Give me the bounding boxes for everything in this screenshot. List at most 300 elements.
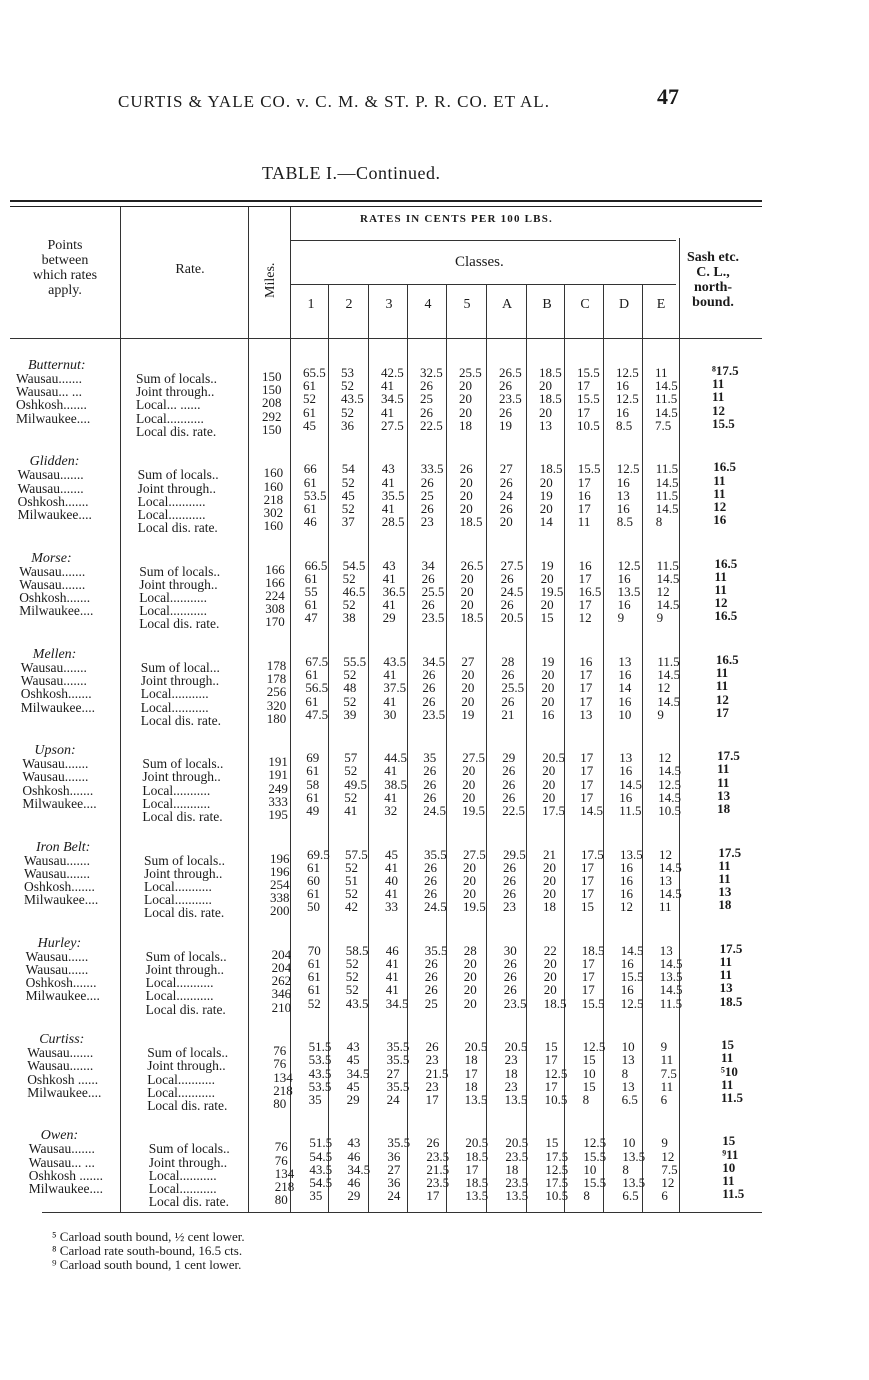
rate-value: 32.5 [420, 365, 443, 380]
rate-value: 17 [580, 763, 594, 779]
rate-value: 20 [539, 474, 553, 490]
rate-label: Local........... [142, 795, 211, 811]
rate-value: 12 [620, 899, 633, 915]
sash-value: 11 [715, 678, 729, 694]
rate-value: 37 [341, 514, 355, 530]
point-label: Wausau....... [17, 480, 84, 496]
rate-label: Local dis. rate. [140, 712, 222, 728]
rate-value: 18 [464, 1078, 478, 1094]
rate-value: 26 [421, 570, 435, 586]
rate-value: 20 [459, 391, 472, 407]
class-header-0: 1 [307, 297, 315, 312]
rate-value: 51 [345, 872, 358, 888]
rate-value: 43 [381, 461, 395, 477]
rate-value: 47 [304, 610, 318, 626]
rate-value: 16 [618, 667, 632, 683]
rate-value: 20 [462, 789, 476, 805]
rate-value: 13 [616, 487, 630, 503]
rate-value: 17 [544, 1052, 558, 1068]
rate-value: 52 [342, 597, 356, 613]
rate-value: 17 [465, 1161, 479, 1177]
rate-value: 61 [306, 763, 320, 779]
rate-value: 26 [502, 763, 516, 779]
rate-value: 52 [341, 500, 355, 516]
sash-value: 11.5 [722, 1186, 745, 1202]
rate-value: 16 [619, 763, 633, 779]
rates-header-rule [291, 240, 676, 241]
rate-value: 54.5 [309, 1148, 333, 1164]
rate-value: 13.5 [617, 584, 641, 599]
rate-value: 11.5 [659, 995, 683, 1011]
classes-header: Classes. [455, 254, 504, 270]
miles-value: 204 [271, 960, 292, 975]
vline-rate [120, 207, 121, 1213]
rate-value: 6 [660, 1091, 668, 1107]
rate-value: 26 [420, 474, 434, 490]
rate-value: 42 [345, 899, 358, 915]
rate-value: 20 [463, 872, 476, 888]
rate-value: 41 [382, 597, 396, 613]
miles-value: 166 [265, 574, 285, 590]
rate-value: 18.5 [581, 942, 605, 958]
rate-label: Joint through.. [136, 384, 215, 400]
rate-value: 61 [306, 789, 320, 805]
rate-value: 14.5 [659, 886, 682, 902]
rate-value: 24 [499, 487, 513, 503]
group-name: Hurley: [37, 935, 82, 951]
rate-value: 17 [581, 982, 595, 998]
rate-value: 52 [345, 956, 359, 971]
rate-value: 20 [459, 404, 472, 420]
class-header-8: D [618, 297, 630, 312]
sash-value: 11 [714, 568, 727, 584]
miles-value: 333 [268, 793, 288, 809]
rate-value: 52 [344, 789, 358, 805]
rate-value: 37.5 [383, 680, 407, 696]
rate-value: 16.5 [578, 584, 602, 599]
rate-value: 26 [503, 969, 517, 985]
rate-label: Local........... [137, 506, 206, 522]
miles-value: 178 [266, 671, 287, 687]
rate-value: 17 [580, 776, 594, 792]
rate-value: 16 [616, 500, 630, 516]
rate-value: 27 [386, 1065, 400, 1081]
sash-value: 16.5 [713, 459, 737, 475]
column-header-bottom-rule [10, 338, 762, 339]
rate-value: 11.5 [619, 803, 642, 818]
rate-value: 26 [502, 776, 516, 792]
rate-value: 25.5 [501, 680, 525, 696]
rate-value: 56.5 [305, 680, 329, 696]
rate-value: 21.5 [425, 1065, 449, 1081]
rate-label: Joint through.. [139, 576, 218, 592]
rate-value: 28.5 [381, 514, 405, 530]
rate-value: 6.5 [622, 1188, 639, 1204]
sash-value: 11 [722, 1173, 735, 1188]
rate-value: 41 [385, 969, 399, 985]
rate-value: 20 [542, 789, 556, 805]
rate-value: 12.5 [658, 776, 681, 792]
point-label: Oshkosh....... [16, 397, 87, 413]
bottom-rule [42, 1212, 762, 1213]
miles-value: 210 [271, 999, 292, 1015]
rate-value: 23 [504, 1078, 518, 1094]
rate-value: 17.5 [545, 1148, 569, 1164]
rate-value: 43.5 [383, 653, 407, 669]
rate-value: 50 [307, 899, 320, 915]
group-name: Curtiss: [39, 1032, 85, 1048]
sash-value: 11 [718, 857, 731, 873]
rate-value: 27.5 [462, 750, 485, 766]
rate-value: 43.5 [308, 1065, 332, 1081]
rate-value: 12.5 [616, 461, 640, 477]
rate-value: 23.5 [421, 610, 445, 626]
point-label: Oshkosh....... [17, 493, 89, 509]
rate-label: Joint through.. [145, 962, 224, 977]
rate-value: 12 [658, 750, 672, 766]
rate-value: 35.5 [386, 1078, 410, 1094]
miles-value: 76 [273, 1056, 287, 1072]
rate-value: 20 [543, 982, 557, 998]
rate-value: 10.5 [545, 1188, 569, 1204]
rate-value: 20 [540, 570, 554, 586]
rate-value: 20 [543, 872, 556, 888]
miles-value: 170 [265, 614, 285, 630]
rate-value: 14.5 [619, 776, 642, 792]
group-name: Upson: [34, 743, 76, 759]
rate-value: 13 [621, 1078, 635, 1094]
class-column-line [486, 284, 487, 1213]
sash-value: 11 [712, 389, 725, 405]
sash-value: 18 [718, 897, 732, 913]
rate-value: 20 [543, 886, 556, 902]
rate-value: 17.5 [581, 846, 604, 862]
miles-value: 160 [263, 518, 284, 534]
point-label: Milwaukee.... [27, 1084, 102, 1100]
rate-value: 20 [541, 693, 555, 709]
point-label: Wausau....... [24, 852, 91, 868]
rate-value: 46 [347, 1148, 361, 1164]
rate-value: 19.5 [463, 899, 486, 915]
rate-value: 12.5 [544, 1065, 568, 1081]
sash-value: 15 [720, 1037, 734, 1053]
rate-label: Local........... [139, 603, 208, 619]
rate-value: 26 [422, 693, 436, 709]
rate-header: Rate. [175, 262, 205, 277]
rate-value: 26 [424, 872, 437, 888]
rate-value: 41 [385, 886, 398, 902]
rate-value: 39 [343, 706, 357, 722]
rate-value: 12.5 [583, 1135, 607, 1151]
sash-value: 17.5 [718, 844, 742, 860]
rate-value: 20 [539, 404, 552, 420]
rate-value: 12 [661, 1148, 675, 1164]
point-label: Milwaukee.... [17, 506, 92, 522]
rate-value: 18.5 [465, 1148, 489, 1164]
point-label: Milwaukee.... [24, 892, 99, 908]
miles-value: 218 [274, 1179, 295, 1194]
miles-header: Miles. [263, 262, 278, 298]
rate-value: 13.5 [464, 1091, 488, 1107]
rate-value: 16 [620, 956, 634, 971]
rate-value: 15.5 [620, 969, 644, 985]
rate-value: 22.5 [420, 417, 443, 433]
rate-value: 12 [656, 584, 670, 599]
rate-value: 20.5 [500, 610, 524, 626]
rate-value: 27.5 [381, 417, 404, 433]
rate-value: 70 [307, 942, 321, 958]
class-header-3: 4 [424, 297, 432, 312]
sash-value: 11.5 [720, 1089, 743, 1105]
rate-value: 58 [306, 776, 320, 792]
rate-value: 18 [543, 899, 556, 915]
rate-label: Local........... [140, 686, 209, 702]
rate-value: 20 [461, 667, 475, 683]
miles-value: 208 [262, 395, 282, 411]
point-label: Wausau....... [22, 756, 89, 772]
rate-value: 14.5 [659, 956, 683, 971]
sash-value: 16.5 [714, 608, 738, 624]
page-number: 47 [657, 84, 679, 109]
rate-value: 14.5 [657, 693, 681, 709]
rate-value: 9 [657, 706, 664, 722]
rate-value: 30 [383, 706, 397, 722]
group-name: Mellen: [32, 646, 77, 662]
running-head: CURTIS & YALE CO. v. C. M. & ST. P. R. CO. ET AL. [118, 92, 550, 111]
miles-value: 308 [265, 601, 285, 617]
rate-value: 10 [621, 1039, 635, 1055]
rate-value: 26 [422, 667, 436, 683]
point-label: Oshkosh....... [19, 590, 91, 605]
rate-value: 29.5 [503, 846, 526, 862]
rate-value: 35.5 [386, 1052, 410, 1068]
rate-label: Local dis. rate. [137, 520, 218, 536]
table-title: TABLE I.—Continued. [262, 163, 441, 183]
rate-value: 12 [661, 1175, 675, 1190]
rate-label: Local dis. rate. [142, 809, 223, 824]
rate-value: 12 [578, 610, 592, 626]
rate-value: 26 [420, 404, 433, 420]
point-label: Wausau....... [19, 563, 86, 579]
rate-value: 18.5 [459, 514, 483, 530]
point-label: Wausau....... [28, 1141, 95, 1157]
miles-value: 224 [265, 588, 285, 603]
sash-value: ⁹11 [722, 1146, 739, 1162]
rate-value: 13.5 [620, 846, 643, 862]
rate-label: Joint through.. [140, 673, 220, 689]
rate-label: Local........... [145, 988, 214, 1004]
rate-value: 20 [463, 995, 477, 1011]
sash-value: 11 [713, 472, 726, 488]
rate-value: 19 [499, 417, 512, 433]
rate-label: Local dis. rate. [148, 1194, 230, 1210]
rate-value: 23.5 [505, 1148, 529, 1164]
class-column-line [642, 284, 643, 1213]
rate-value: 14.5 [655, 474, 679, 490]
rate-value: 61 [305, 667, 319, 683]
sash-value: 11 [715, 665, 729, 681]
sash-value: 16 [713, 512, 727, 528]
rate-value: 18 [459, 417, 472, 433]
rate-value: 11 [660, 1078, 674, 1094]
rate-value: 52 [341, 378, 354, 394]
rate-label: Local........... [144, 892, 212, 908]
rate-value: 26 [502, 789, 516, 805]
footnote-9: ⁹ Carload south bound, 1 cent lower. [52, 1257, 242, 1272]
rate-value: 27.5 [463, 846, 486, 862]
sash-value: 11 [719, 967, 732, 983]
rate-value: 26 [501, 693, 515, 709]
rate-value: 43 [382, 557, 396, 573]
rate-value: 8.5 [616, 417, 633, 433]
rate-value: 67.5 [305, 653, 329, 669]
rate-value: 27 [499, 461, 513, 477]
rate-value: 35.5 [386, 1039, 410, 1055]
rate-value: 20 [543, 859, 556, 875]
miles-value: 292 [262, 408, 282, 424]
rate-value: 41 [383, 693, 397, 709]
class-column-line [603, 284, 604, 1213]
rate-value: 15.5 [577, 391, 600, 407]
class-header-1: 2 [345, 297, 353, 312]
miles-value: 262 [271, 973, 292, 989]
rate-value: 54.5 [309, 1175, 333, 1190]
rate-value: 36.5 [382, 584, 406, 599]
rate-value: 18 [504, 1065, 518, 1081]
rate-value: 28 [501, 653, 515, 669]
rate-value: 15 [581, 899, 594, 915]
rate-value: 43 [346, 1039, 360, 1055]
rate-value: 57 [344, 750, 358, 766]
rate-value: 23 [504, 1052, 518, 1068]
rate-value: 20 [543, 969, 557, 985]
rate-value: 23 [425, 1078, 439, 1094]
rate-value: 52 [345, 859, 358, 875]
group-name: Iron Belt: [36, 839, 91, 855]
rate-value: 15 [545, 1135, 559, 1151]
sash-value: 11 [713, 485, 726, 501]
miles-value: 150 [262, 382, 282, 398]
rate-value: 46.5 [342, 584, 366, 599]
class-header-7: C [580, 297, 590, 312]
rate-value: 48 [343, 680, 357, 696]
miles-value: 76 [273, 1043, 287, 1059]
rate-value: 13 [618, 653, 632, 669]
rate-value: 17 [426, 1188, 440, 1204]
rate-label: Joint through.. [137, 480, 216, 496]
rate-value: 26 [423, 763, 437, 779]
rate-value: 18.5 [543, 995, 567, 1011]
rate-value: 14.5 [655, 500, 679, 516]
rate-value: 46 [303, 514, 317, 530]
rate-value: 58.5 [345, 942, 369, 958]
rate-value: 10.5 [577, 417, 600, 433]
rate-value: 10.5 [544, 1091, 568, 1107]
rate-value: 12.5 [545, 1161, 569, 1177]
miles-value: 150 [262, 421, 282, 437]
rate-value: 20 [541, 667, 555, 683]
miles-value: 249 [268, 780, 288, 796]
rate-value: 38.5 [384, 776, 407, 792]
rate-value: 23 [425, 1052, 439, 1068]
point-label: Milwaukee.... [19, 603, 94, 619]
sash-value: 12 [715, 691, 729, 707]
rate-value: 20 [461, 680, 475, 696]
rate-value: 20.5 [464, 1039, 488, 1055]
rate-value: 16 [616, 378, 629, 394]
rate-value: 66.5 [304, 557, 328, 573]
rate-value: 13 [579, 706, 593, 722]
miles-value: 76 [274, 1152, 288, 1168]
point-label: Wausau....... [27, 1045, 94, 1061]
rate-value: 25.5 [421, 584, 445, 599]
rate-value: 16 [541, 706, 555, 722]
rate-value: 10 [618, 706, 632, 722]
class-header-4: 5 [463, 297, 471, 312]
rate-value: 24 [386, 1091, 400, 1107]
rate-value: 24.5 [500, 584, 524, 599]
point-label: Wausau...... [25, 948, 89, 964]
rate-value: 13.5 [505, 1188, 529, 1204]
rate-value: 12.5 [616, 391, 639, 407]
rate-value: 24.5 [423, 803, 446, 818]
rate-value: 61 [303, 404, 316, 420]
rate-label: Sum of locals.. [148, 1141, 230, 1157]
rate-value: 61 [303, 378, 316, 394]
miles-value: 166 [265, 561, 285, 577]
rate-value: 35.5 [381, 487, 405, 503]
rate-value: 26 [424, 969, 438, 985]
rate-value: 20 [461, 693, 475, 709]
rate-label: Local........... [144, 878, 212, 894]
rate-value: 26 [503, 859, 516, 875]
rate-label: Local........... [136, 410, 204, 426]
rate-value: 8 [622, 1161, 629, 1177]
miles-value: 80 [273, 1095, 287, 1111]
rate-value: 49 [306, 803, 320, 818]
rate-value: 17 [464, 1065, 478, 1081]
rate-value: 27 [461, 653, 475, 669]
rate-value: 35.5 [424, 846, 447, 862]
rate-value: 35.5 [424, 942, 448, 958]
rate-value: 61 [305, 693, 319, 709]
rate-value: 52 [345, 886, 358, 902]
miles-value: 178 [266, 657, 287, 673]
rate-value: 41 [381, 404, 394, 420]
rate-value: 17 [581, 956, 595, 971]
rate-value: 35.5 [387, 1135, 411, 1151]
rate-value: 43.5 [341, 391, 364, 407]
rate-value: 9 [661, 1135, 668, 1151]
rate-value: 66 [303, 461, 317, 477]
rate-value: 23.5 [499, 391, 522, 407]
rate-value: 20 [463, 886, 476, 902]
rate-value: 14.5 [657, 667, 681, 683]
rate-value: 15 [582, 1078, 596, 1094]
rate-value: 41 [385, 956, 399, 971]
rate-value: 20 [541, 680, 555, 696]
rate-value: 20 [459, 378, 472, 394]
miles-value: 196 [270, 850, 290, 866]
rate-value: 16 [620, 982, 634, 998]
rate-label: Local dis. rate. [147, 1097, 228, 1113]
rate-value: 17 [579, 693, 593, 709]
rate-value: 34.5 [347, 1161, 371, 1177]
rate-value: 20 [462, 776, 476, 792]
miles-value: 134 [274, 1165, 295, 1181]
rate-value: 7.5 [660, 1065, 677, 1081]
rate-value: 16 [579, 653, 593, 669]
